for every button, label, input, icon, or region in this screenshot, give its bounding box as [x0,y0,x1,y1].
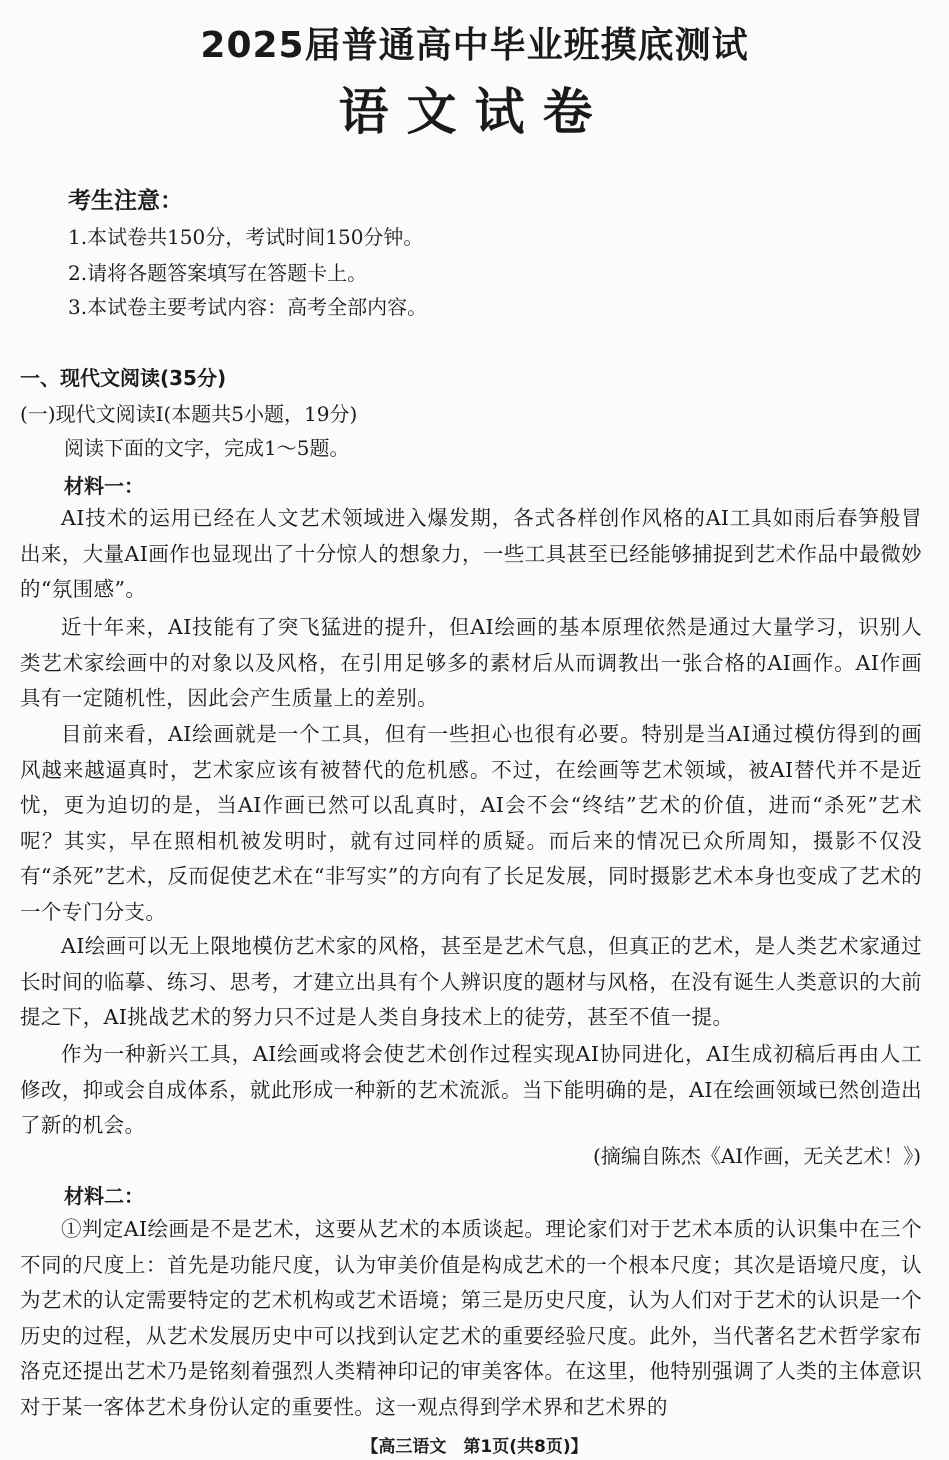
material-one-label: 材料一： [64,474,144,498]
material-two-paragraph: ①判定AI绘画是不是艺术，这要从艺术的本质谈起。理论家们对于艺术本质的认识集中在三个不同的尺度上：首先是功能尺度，认为审美价值是构成艺术的一个根本尺度；其次是语境尺度，认为艺术的认定需要特定的艺术机构或艺术语境；第三是历史尺度，认为人们对于艺术的认识是一个历史的过程，从艺术发展历史中可以找到认定艺术的重要经验尺度。此外，当代著名艺术哲学家布洛克还提出艺术乃是铭刻着强烈人类精神印记的审美客体。在这里，他特别强调了人类的主体意识对于某一客体艺术身份认定的重要性。这一观点得到学术界和艺术界的 [20,1217,922,1419]
notice-item: 1.本试卷共150分，考试时间150分钟。 [68,225,424,249]
section-title: 一、现代文阅读(35分) [20,366,227,390]
reading-instruction: 阅读下面的文字，完成1～5题。 [64,436,350,460]
material-one-paragraph: 作为一种新兴工具，AI绘画或将会使艺术创作过程实现AI协同进化，AI生成初稿后再由人工修改，抑或会自成体系，就此形成一种新的艺术流派。当下能明确的是，AI在绘画领域已然创造出了新的机会。 [20,1042,922,1137]
material-two-label: 材料二： [64,1184,144,1208]
notice-item: 2.请将各题答案填写在答题卡上。 [68,261,368,285]
page-footer: 【高三语文 第1页(共8页)】 [361,1437,588,1457]
material-one-paragraph: 近十年来，AI技能有了突飞猛进的提升，但AI绘画的基本原理依然是通过大量学习，识别人类艺术家绘画中的对象以及风格，在引用足够多的素材后从而调教出一张合格的AI画作。AI作画具有一定随机性，因此会产生质量上的差别。 [20,615,922,710]
exam-subject: 语文试卷 [338,83,611,141]
material-one-paragraph: 目前来看，AI绘画就是一个工具，但有一些担心也很有必要。特别是当AI通过模仿得到的画风越来越逼真时，艺术家应该有被替代的危机感。不过，在绘画等艺术领域，被AI替代并不是近忧，更为迫切的是，当AI作画已然可以乱真时，AI会不会“终结”艺术的价值，进而“杀死”艺术呢？其实，早在照相机被发明时，就有过同样的质疑。而后来的情况已众所周知，摄影不仅没有“杀死”艺术，反而促使艺术在“非写实”的方向有了长足发展，同时摄影艺术本身也变成了艺术的一个专门分支。 [20,722,922,924]
notice-item: 3.本试卷主要考试内容：高考全部内容。 [68,295,428,319]
notice-title: 考生注意： [68,188,183,214]
material-one-paragraph: AI绘画可以无上限地模仿艺术家的风格，甚至是艺术气息，但真正的艺术，是人类艺术家通过长时间的临摹、练习、思考，才建立出具有个人辨识度的题材与风格，在没有诞生人类意识的大前提之下，AI挑战艺术的努力只不过是人类自身技术上的徒劳，甚至不值一提。 [20,934,922,1029]
exam-title: 2025届普通高中毕业班摸底测试 [200,25,749,66]
section-subtitle: (一)现代文阅读Ⅰ(本题共5小题，19分) [20,402,358,426]
material-one-paragraph: AI技术的运用已经在人文艺术领域进入爆发期，各式各样创作风格的AI工具如雨后春笋般冒出来，大量AI画作也显现出了十分惊人的想象力，一些工具甚至已经能够捕捉到艺术作品中最微妙的“氛围感”。 [20,506,922,601]
material-one-source: (摘编自陈杰《AI作画，无关艺术！》) [593,1144,921,1168]
